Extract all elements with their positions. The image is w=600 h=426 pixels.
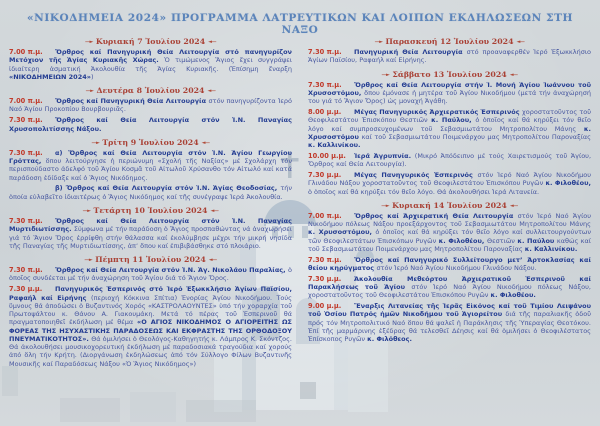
day-header	[308, 201, 591, 210]
event-time: 7.30 μ.μ.	[308, 170, 342, 179]
ornament-right-icon: ◄—	[201, 139, 210, 146]
event-text-bold: Ὄρθρος καί Θεία Λειτουργία στόν Ἱ.Ν. Παναγίας Χρυσοπολιτίσσης Νάξου.	[9, 116, 292, 133]
day-header	[9, 206, 292, 215]
event-text: ὅπου ἐμόνασε ἡ μητέρα τοῦ Ἁγίου Νικοδήμου (μετά τήν ἀναχώρησή του γιά τό Ἅγιον Ὄρος) ὡς μοναχή Ἀγάθη.	[308, 88, 591, 106]
event-entry	[308, 152, 591, 169]
event-entry	[9, 97, 292, 114]
day-header	[9, 255, 292, 264]
event-text-bold: Μέγας Πανηγυρικός Ἑσπερινός	[354, 170, 478, 179]
ornament-left-icon: —►	[84, 39, 93, 45]
event-text-bold: Πανηγυρική Θεία Λειτουργία	[354, 48, 467, 56]
event-time: 7.30 π.μ.	[308, 48, 342, 56]
event-entry	[308, 171, 591, 196]
ornament-right-icon: ◄—	[516, 39, 525, 45]
event-time: 7.30 μ.μ.	[308, 274, 342, 283]
event-entry	[308, 275, 591, 300]
day-title: Πέμπτη 11 Ἰουλίου 2024	[95, 255, 206, 265]
page-title: «ΝΙΚΟΔΗΜΕΙΑ 2024» ΠΡΟΓΡΑΜΜΑ ΛΑΤΡΕΥΤΙΚΩΝ ΚΑΙ ΛΟΙΠΩΝ ΕΚΔΗΛΩΣΕΩΝ ΣΤΗ ΝΑΞΟ	[26, 12, 574, 36]
event-time: 9.00 μ.μ.	[308, 302, 342, 311]
event-text: στόν Ἱερό Ναό Ἁγίου Νικοδήμου πόλεως Νάξου προεξάρχοντος τοῦ Σεβασμιωτάτου Μητροπολίτου Μάνης	[308, 211, 592, 229]
event-text: Θά ὁμιλήσει ὁ Θεολόγος-Καθηγητής κ. Λάμπρος Κ. Σκόντζος. Θά ἀκολουθήσει μουσικοχορευτική ἐκδήλωση μέ παραδοσιακά τραγούδια καί χορούς ἀπό ὅλη τήν Κρήτη. (Διοργάνωση ἐκδηλώσεως ἀπό τόν Σύλλογο Φίλων Βυζαντινῆς Μουσικῆς καί Παραδόσεως Νάξου «Ὁ Ἅγιος Νικόδημος»)	[9, 334, 292, 368]
event-text-bold: κ. Χρυσοστόμου,	[308, 228, 376, 237]
column-right	[308, 37, 591, 424]
ornament-right-icon: ◄—	[208, 39, 216, 45]
event-entry	[9, 285, 292, 368]
event-entry	[9, 217, 292, 250]
event-text: στόν Ἱερό Ναό Ἁγίου Νικοδήμου Γλινάδου Νάξου.	[376, 264, 537, 273]
day-section	[9, 255, 292, 368]
ornament-left-icon: —►	[84, 257, 93, 264]
day-title: Τετάρτη 10 Ἰουλίου 2024	[93, 205, 208, 215]
day-title: Τρίτη 9 Ἰουλίου 2024	[102, 137, 199, 147]
event-text-bold: κ. Καλλινίκου.	[524, 244, 578, 253]
event-time: 7.30 π.μ.	[308, 255, 342, 264]
event-entry	[308, 256, 591, 273]
event-text-bold: κ. Φιλοθέου.	[490, 291, 536, 300]
event-text: καί τοῦ Σεβασμιωτάτου Ποιμενάρχου μας Μητροπολίτου Παροναξίας	[361, 132, 591, 141]
event-entry	[9, 48, 292, 81]
event-text-bold: κ. Καλλινίκου.	[308, 141, 361, 150]
event-text: (περιοχή Κόκκινα Σπίτια) Ἐνορίας Ἁγίου Νικοδήμου. Τούς ὕμνους θά ἀποδώσει ὁ Βυζαντινός Χορός «ΚΑΣΤΡΟΛΑΟΥΝΤΕΣ» ὑπό τήν χοραρχία τοῦ Πρωτοψάλτου κ. Θάνου Α. Γιακουμάκη. Μετά τό πέρας τοῦ Ἑσπερινοῦ θά πραγματοποιηθεῖ ἐκδήλωση μέ θέμα	[9, 293, 292, 327]
event-text-bold: Μέγας Πανηγυρικός Ἀρχιερατικός Ἑσπερινός	[354, 107, 523, 116]
ornament-right-icon: ◄—	[207, 88, 216, 95]
event-entry	[308, 212, 591, 253]
event-time: 7.30 μ.μ.	[9, 285, 43, 294]
ornament-left-icon: —►	[85, 88, 94, 95]
ornament-right-icon: ◄—	[208, 257, 217, 264]
ornament-left-icon: —►	[91, 139, 100, 146]
event-text: στόν πανηγυρίζοντα Ἱερό Ναό Ἁγίου Προκοπίου Βουρβουριᾶς.	[9, 97, 292, 114]
event-entry	[308, 108, 591, 149]
day-title: Κυριακή 14 Ἰουλίου 2024	[392, 200, 507, 210]
event-time: 7.00 π.μ.	[9, 48, 43, 56]
ornament-left-icon: —►	[374, 39, 383, 45]
event-text-bold: κ. Χρυσοστόμου	[308, 124, 591, 141]
day-header	[9, 138, 292, 147]
ornament-right-icon: ◄—	[509, 202, 518, 209]
event-time: 7.30 π.μ.	[9, 216, 43, 225]
day-section	[9, 37, 292, 81]
event-text-bold: «Ο ΑΓΙΟΣ ΝΙΚΟΔΗΜΟΣ Ο ΑΓΙΟΡΕΙΤΗΣ ΩΣ ΦΟΡΕΑΣ ΤΗΣ ΗΣΥΧΑΣΤΙΚΗΣ ΠΑΡΑΔΟΣΕΩΣ ΚΑΙ ΕΚΦΡΑΣΤΗΣ ΤΗΣ ΟΡΘΟΔΟΞΟΥ ΠΝΕΥΜΑΤΙΚΟΤΗΤΟΣ».	[9, 318, 292, 343]
event-time: 7.00 π.μ.	[308, 211, 342, 220]
event-text-bold: κ. Φιλόθεος.	[367, 335, 412, 344]
event-text-bold: Ὄρθρος καί Θεία Λειτουργία στήν Ἱ. Μονή Ἁγίου Ἰωάννου τοῦ Χρυσοστόμου,	[308, 80, 591, 97]
event-entry	[308, 302, 591, 343]
event-text: στό προαναφερθέν Ἱερό Ἐξωκκλήσιο Ἁγίων Παϊσίου, Ραφαήλ καί Εἰρήνης.	[308, 48, 591, 65]
event-text-bold: κ. Παύλου	[517, 236, 557, 245]
day-section	[308, 201, 591, 344]
day-section	[9, 206, 292, 250]
day-title: Κυριακή 7 Ἰουλίου 2024	[95, 37, 206, 46]
event-text-bold: Ὄρθρος καί Πανηγυρική Θεία Λειτουργία στό πανηγυρίζον Μετόχιον τῆς Ἁγίας Κυριακῆς Χώρας.	[9, 48, 292, 65]
event-text: στόν Ἱερό Ναό Ἁγίου Νικοδήμου πόλεως Νάξου, χοροστατοῦντος τοῦ Θεοφιλεστάτου Ἐπισκόπου Ρυγῶν	[308, 283, 591, 300]
event-text: ὁ ὁποῖος συνδέεται μέ τήν ἀναχώρηση τοῦ Ἁγίου διά τό Ἅγιον Ὄρος.	[9, 266, 292, 283]
day-title: Δευτέρα 8 Ἰουλίου 2024	[96, 86, 205, 96]
event-text: τήν ὁποία εὐλαβεῖτο ἰδιαιτέρως ὁ Ἅγιος Νικόδημος καί τῆς συνέγραψε Ἱερά Ἀκολουθία.	[9, 184, 292, 201]
event-time: 7.30 π.μ.	[308, 80, 342, 89]
event-text: ὁ ὁποῖος καί θά κηρύξει τόν θεῖο λόγο καί συμπροσευχομένων τοῦ Σεβασμιωτάτου Μητροπολίτου Μάνης	[308, 116, 591, 133]
ornament-right-icon: ◄—	[509, 71, 518, 78]
day-header	[308, 37, 591, 46]
event-text: Ὁ τιμώμενος Ἅγιος ἔχει συγγράψει ἰδιαίτερη ἀσματική Ἀκολουθία τῆς Ἁγίας Κυριακῆς. (Ἐπίσημη ἔναρξη	[9, 56, 292, 73]
event-text-bold: κ. Φιλοθέου,	[545, 179, 591, 188]
event-text-bold: Πανηγυρικός Ἑσπερινός στό Ἱερό Ἐξωκκλήσιο Ἁγίων Παϊσίου, Ραφαήλ καί Εἰρήνης	[9, 285, 292, 302]
event-text: ὅπου λειτούργησε ἡ περιώνυμη «Σχολή τῆς Ναξίας» μέ Σχολάρχη τόν περισπούδαστο ἀδελφό τοῦ Ἁγίου Κοσμᾶ τοῦ Αἰτωλοῦ Χρύσανθο τόν Αἰτωλό καί κατά παράδοση ἐδίδαξε καί ὁ Ἅγιος Νικόδημος.	[9, 157, 292, 182]
event-text-bold: β) Ὄρθρος καί Θεία Λειτουργία στόν Ἱ.Ν. Ἁγίας Θεοδοσίας,	[55, 184, 281, 193]
event-entry	[308, 48, 591, 65]
event-text: (Μικρό Ἀπόδειπνο μέ τούς Χαιρετισμούς τοῦ Ἁγίου, Ὄρθρος καί Θεία Λειτουργία).	[308, 151, 592, 169]
event-time: 7.30 π.μ.	[9, 148, 43, 157]
event-text-bold: Ἔναρξις Λιτανείας τῆς Ἱερᾶς Εἰκόνος καί τοῦ Τιμίου Λειψάνου τοῦ Ὁσίου Πατρός ἡμῶν Νικοδήμου τοῦ Ἁγιορείτου	[308, 302, 591, 319]
event-time: 7.30 π.μ.	[9, 266, 43, 275]
event-text-bold: Ἀκολουθία Μεθεόρτου Ἀρχιερατικοῦ Ἑσπερινοῦ καί Παρακλήσεως τοῦ Ἁγίου	[308, 274, 591, 292]
day-title: Σάββατο 13 Ἰουλίου 2024	[392, 69, 507, 79]
event-time: 10.00 μ.μ.	[308, 151, 346, 160]
event-text-bold: κ. Παύλου,	[431, 116, 476, 125]
day-section	[9, 86, 292, 133]
event-entry	[9, 116, 292, 133]
event-text-bold: α) Ὄρθρος καί Θεία Λειτουργία στόν Ἱ.Ν. Ἁγίου Γεωργίου Γρόττας,	[9, 148, 292, 166]
columns	[9, 37, 591, 424]
day-section	[9, 138, 292, 201]
event-entry	[9, 266, 292, 283]
event-text-bold: Ὄρθρος καί Πανηγυρικό Συλλείτουργο μετʼ Ἀρτοκλασίας καί θείου κηρύγματος	[308, 255, 591, 273]
event-text: Θεστιῶν	[486, 236, 518, 245]
event-text-bold: Ὄρθρος καί Ἀρχιερατική Θεία Λειτουργία	[354, 211, 518, 220]
ornament-left-icon: —►	[381, 202, 390, 209]
event-text-bold: Ἱερά Ἀγρυπνία.	[354, 151, 415, 160]
event-text-bold: κ. Φιλοθέου,	[438, 236, 487, 245]
event-text: χοροστατοῦντος τοῦ Θεοφιλεστάτου Ἐπισκόπου Θεστιῶν	[308, 107, 592, 125]
day-header	[9, 37, 292, 46]
day-header	[308, 70, 591, 79]
event-text: ὁ ὁποῖος καί θά κηρύξει τόν θεῖο λόγο καί συλλειτουργούντων τῶν Θεοφιλεστάτων Ἐπισκόπων Ρυγῶν	[308, 228, 591, 245]
event-time: 7.30 π.μ.	[9, 116, 43, 125]
ornament-right-icon: ◄—	[210, 207, 219, 214]
event-text: )	[90, 72, 94, 81]
event-text-bold: Ὄρθρος καί Θεία Λειτουργία στόν Ἱ.Ν. Ἁγ. Νικολάου Παραλίας,	[55, 266, 289, 275]
day-section	[308, 37, 591, 65]
event-text: καθώς καί τοῦ Σεβασμιωτάτου Ποιμενάρχου μας Μητροπολίτου Παροναξίας	[308, 236, 591, 253]
event-entry	[308, 81, 591, 106]
event-text: διά τῆς παραλιακῆς ὁδοῦ πρός τόν Μητροπολιτικό Ναό ὅπου θά ψαλεῖ ἡ Παράκλησις τῆς Ὑπεραγίας Θεοτόκου. Ἐπί τῆς μαρμάρινης ἐξέδρας θά τελεσθεῖ Δέησις καί θά ὁμιλήσει ὁ Θεοφιλέστατος Ἐπίσκοπος Ρυγῶν	[308, 310, 591, 344]
event-time: 8.00 μ.μ.	[308, 107, 342, 116]
event-text-bold: Ὄρθρος καί Πανηγυρική Θεία Λειτουργία	[55, 97, 209, 106]
event-text-bold: «ΝΙΚΟΔΗΜΕΙΩΝ 2024»	[9, 72, 91, 81]
day-section	[308, 70, 591, 196]
ornament-left-icon: —►	[82, 207, 91, 214]
event-time: 7.00 π.μ.	[9, 97, 43, 106]
day-header	[9, 86, 292, 95]
event-text: Σύμφωνα μέ τήν παράδοση ὁ Ἅγιος προσπαθώντας νά ἀναχωρήσει γιά τό Ἅγιον Ὄρος ἐρρίφθη στήν θάλασσα καί ἐκολύμβησε μέχρι τήν μικρή νησίδα τῆς Παναγίας τῆς Μυρτιδιωτίσσης, ἀπʼ ὅπου καί ἐπιβιβάσθηκε στό πλοιάριο.	[9, 225, 293, 250]
day-title: Παρασκευή 12 Ἰουλίου 2024	[385, 37, 514, 46]
event-entry	[9, 184, 292, 201]
event-text: στόν Ἱερό Ναό Ἁγίου Νικοδήμου Γλινάδου Νάξου χοροστατοῦντος τοῦ Θεοφιλεστάτου Ἐπισκόπου Ρυγῶν	[308, 170, 591, 188]
event-text: ὁ ὁποῖος καί θά κηρύξει τόν θεῖο λόγο. Θά ἀκολουθήσει Ἱερά Λιτανεία.	[308, 187, 540, 196]
event-entry	[9, 149, 292, 182]
column-left	[9, 37, 292, 424]
ornament-left-icon: —►	[381, 71, 390, 78]
event-text-bold: Ὄρθρος καί Θεία Λειτουργία στόν Ἱ.Ν. Παναγίας Μυρτιδιωτίσσης.	[9, 216, 292, 234]
